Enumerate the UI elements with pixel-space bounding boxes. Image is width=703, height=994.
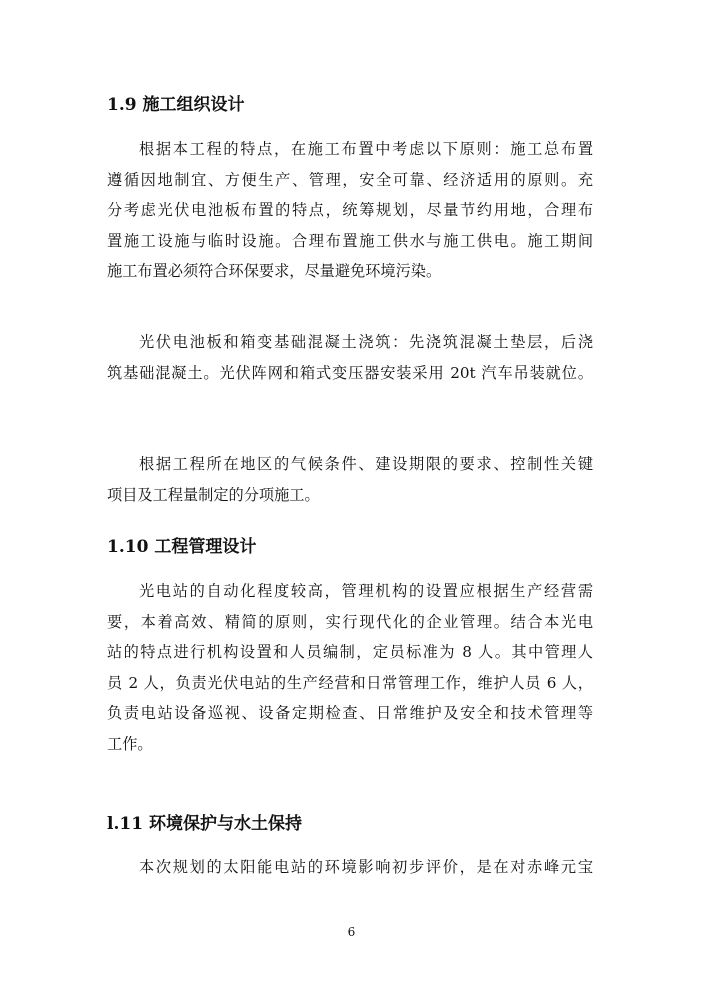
paragraph xyxy=(107,327,593,388)
text-line: 站的特点进行机构设置和人员编制，定员标准为 8 人。其中管理人 xyxy=(107,643,593,661)
text-line: 施工布置必须符合环保要求，尽量避免环境污染。 xyxy=(107,262,442,280)
text-line: 工作。 xyxy=(107,734,153,753)
text-line: 分考虑光伏电池板布置的特点，统筹规划，尽量节约用地，合理布 xyxy=(107,201,593,219)
text-line: 光伏电池板和箱变基础混凝土浇筑：先浇筑混凝土垫层，后浇 xyxy=(139,333,593,351)
text-line: 员 2 人，负责光伏电站的生产经营和日常管理工作，维护人员 6 人， xyxy=(107,673,593,692)
text-line: 遵循因地制宜、方便生产、管理，安全可靠、经济适用的原则。充 xyxy=(107,170,593,189)
text-line: 光电站的自动化程度较高，管理机构的设置应根据生产经营需 xyxy=(139,582,593,600)
text-line: 本次规划的太阳能电站的环境影响初步评价，是在对赤峰元宝 xyxy=(139,858,593,876)
text-line: 要，本着高效、精简的原则，实行现代化的企业管理。结合本光电 xyxy=(107,612,593,631)
text-line: 负责电站设备巡视、设备定期检查、日常维护及安全和技术管理等 xyxy=(107,704,593,722)
text-line: 置施工设施与临时设施。合理布置施工供水与施工供电。施工期间 xyxy=(107,231,593,250)
paragraph xyxy=(107,852,593,883)
text-line: 项目及工程量制定的分项施工。 xyxy=(107,485,320,504)
section-heading: 1.9 施工组织设计 xyxy=(107,95,245,115)
page-number: 6 xyxy=(347,925,356,939)
paragraph xyxy=(107,449,593,510)
paragraph xyxy=(107,134,593,287)
paragraph xyxy=(107,576,593,759)
text-line: 根据本工程的特点，在施工布置中考虑以下原则：施工总布置 xyxy=(139,140,593,158)
section-heading: l.11 环境保护与水土保持 xyxy=(107,814,302,834)
text-line: 筑基础混凝土。光伏阵网和箱式变压器安装采用 20t 汽车吊装就位。 xyxy=(107,363,593,382)
text-line: 根据工程所在地区的气候条件、建设期限的要求、控制性关键 xyxy=(139,455,593,473)
section-heading: 1.10 工程管理设计 xyxy=(107,537,257,557)
